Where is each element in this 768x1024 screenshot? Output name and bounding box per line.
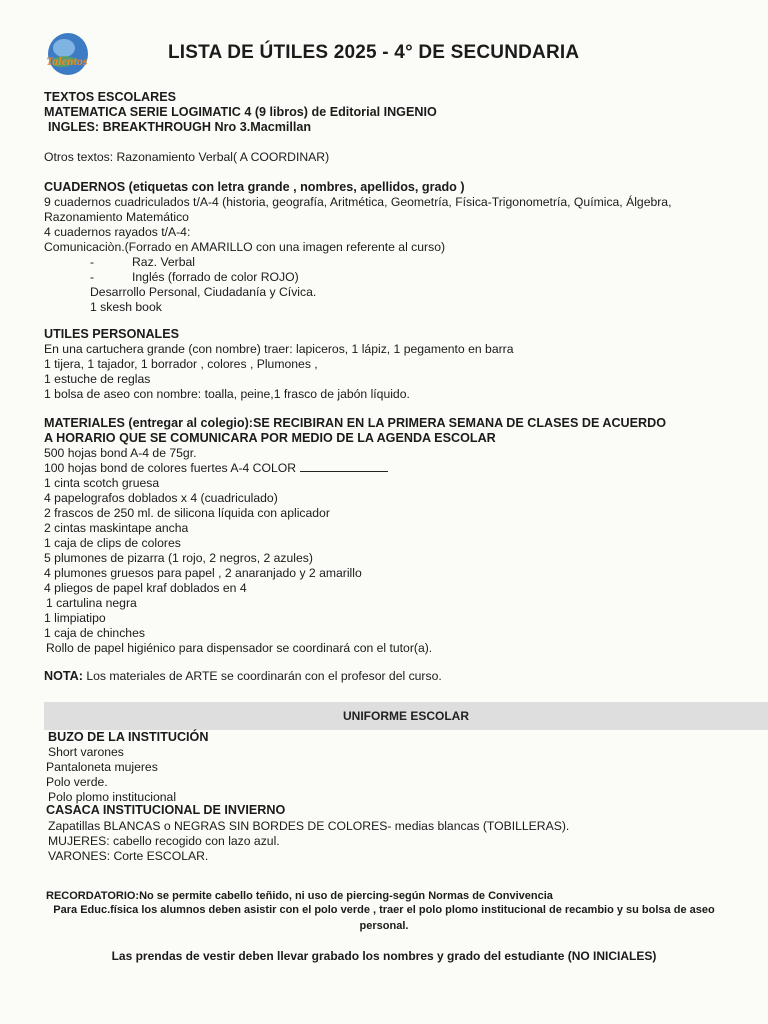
recordatorio: RECORDATORIO:No se permite cabello teñido, ni uso de piercing-según Normas de Convivencia	[46, 890, 553, 902]
utiles-line: 1 bolsa de aseo con nombre: toalla, peine,1 frasco de jabón líquido.	[44, 387, 410, 401]
textos-line-matematica: MATEMATICA SERIE LOGIMATIC 4 (9 libros) de Editorial INGENIO	[44, 105, 437, 119]
casaca-heading: CASACA INSTITUCIONAL DE INVIERNO	[46, 803, 286, 817]
nota: NOTA: Los materiales de ARTE se coordinarán con el profesor del curso.	[44, 669, 442, 683]
uniforme-item: Polo verde.	[46, 775, 108, 789]
cuadernos-sub: Inglés (forrado de color ROJO)	[132, 270, 299, 284]
utiles-line: 1 tijera, 1 tajador, 1 borrador , colores , Plumones ,	[44, 357, 318, 371]
material-item: 5 plumones de pizarra (1 rojo, 2 negros, 2 azules)	[44, 551, 313, 565]
material-item: 4 plumones gruesos para papel , 2 anaranjado y 2 amarillo	[44, 566, 362, 580]
bullet-dash: -	[90, 270, 95, 284]
otros-textos: Otros textos: Razonamiento Verbal( A COORDINAR)	[44, 150, 330, 164]
cuadernos-sub: Desarrollo Personal, Ciudadanía y Cívica.	[90, 285, 317, 299]
uniforme-item: Polo plomo institucional	[48, 790, 177, 804]
material-item: 1 limpiatipo	[44, 611, 106, 625]
utiles-line: 1 estuche de reglas	[44, 372, 151, 386]
cuadernos-sub: 1 skesh book	[90, 300, 162, 314]
material-item: 1 cartulina negra	[46, 596, 137, 610]
material-item: 2 frascos de 250 ml. de silicona líquida con aplicador	[44, 506, 330, 520]
page-title: LISTA DE ÚTILES 2025 - 4° DE SECUNDARIA	[168, 42, 580, 63]
uniforme-item: Zapatillas BLANCAS o NEGRAS SIN BORDES DE COLORES- medias blancas (TOBILLERAS).	[48, 819, 570, 833]
uniforme-item: VARONES: Corte ESCOLAR.	[48, 849, 209, 863]
cuadernos-sub: Raz. Verbal	[132, 255, 196, 269]
bullet-dash: -	[90, 255, 95, 269]
uniforme-band: UNIFORME ESCOLAR	[44, 702, 768, 730]
material-item: 1 caja de clips de colores	[44, 536, 181, 550]
material-item: 500 hojas bond A-4 de 75gr.	[44, 446, 197, 460]
material-item: 100 hojas bond de colores fuertes A-4 COLOR	[44, 461, 388, 476]
educ-fisica-note: Para Educ.física los alumnos deben asistir con el polo verde , traer el polo plomo institucional de recambio y su bolsa de aseo	[53, 904, 715, 916]
material-item: 2 cintas maskintape ancha	[44, 521, 189, 535]
color-blank-line	[300, 461, 388, 472]
material-item: 4 pliegos de papel kraf doblados en 4	[44, 581, 247, 595]
svg-text:Talentos: Talentos	[46, 54, 88, 68]
material-item: 4 papelografos doblados x 4 (cuadriculado)	[44, 491, 278, 505]
prendas-note: Las prendas de vestir deben llevar grabado los nombres y grado del estudiante (NO INICIALES)	[111, 949, 657, 963]
material-item: Rollo de papel higiénico para dispensador se coordinará con el tutor(a).	[46, 641, 433, 655]
uniforme-item: MUJERES: cabello recogido con lazo azul.	[48, 834, 280, 848]
materiales-heading: MATERIALES (entregar al colegio):SE RECIBIRAN EN LA PRIMERA SEMANA DE CLASES DE ACUERDO	[44, 416, 667, 430]
utiles-line: En una cartuchera grande (con nombre) traer: lapiceros, 1 lápiz, 1 pegamento en barra	[44, 342, 514, 356]
school-logo	[44, 30, 106, 80]
material-item: 1 caja de chinches	[44, 626, 145, 640]
educ-fisica-note-end: personal.	[359, 920, 409, 932]
cuadernos-heading: CUADERNOS (etiquetas con letra grande , nombres, apellidos, grado )	[44, 180, 465, 194]
buzo-heading: BUZO DE LA INSTITUCIÓN	[48, 730, 209, 744]
uniforme-item: Short varones	[48, 745, 124, 759]
textos-line-ingles: INGLES: BREAKTHROUGH Nro 3.Macmillan	[48, 120, 312, 134]
cuadernos-line: 9 cuadernos cuadriculados t/A-4 (historia, geografía, Aritmética, Geometría, Física-Trigonometría, Química, Álgebra,	[44, 195, 672, 209]
cuadernos-line: Comunicaciòn.(Forrado en AMARILLO con una imagen referente al curso)	[44, 240, 446, 254]
cuadernos-line: Razonamiento Matemático	[44, 210, 189, 224]
utiles-heading: UTILES PERSONALES	[44, 327, 180, 341]
uniforme-item: Pantaloneta mujeres	[46, 760, 158, 774]
textos-heading: TEXTOS ESCOLARES	[44, 90, 177, 104]
material-item: 1 cinta scotch gruesa	[44, 476, 160, 490]
materiales-heading: A HORARIO QUE SE COMUNICARA POR MEDIO DE LA AGENDA ESCOLAR	[44, 431, 496, 445]
cuadernos-line: 4 cuadernos rayados t/A-4:	[44, 225, 191, 239]
